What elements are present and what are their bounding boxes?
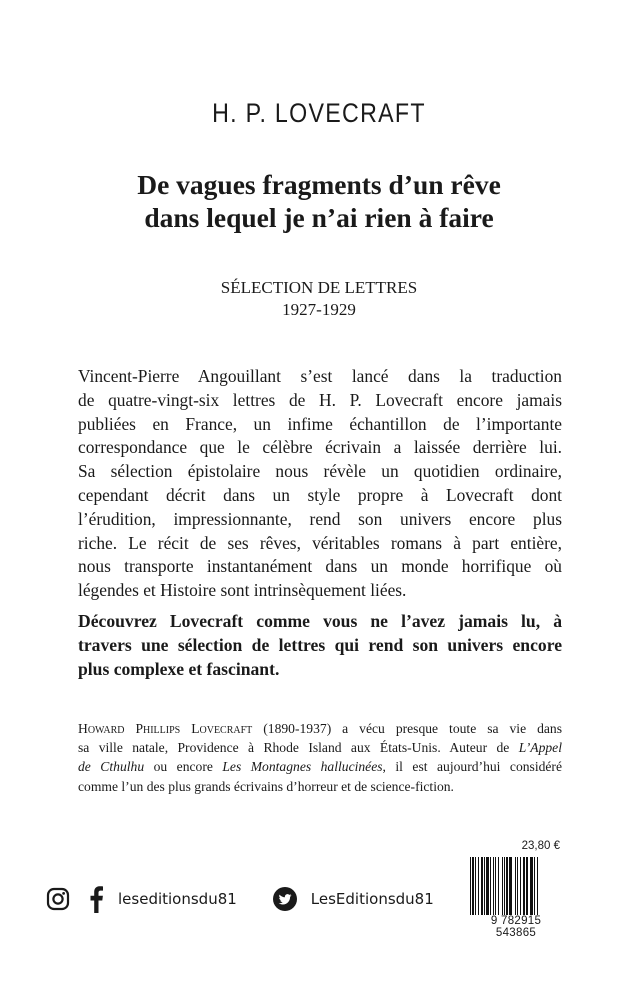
instagram-icon[interactable] — [46, 887, 70, 911]
subtitle-line: SÉLECTION DE LETTRES — [220, 278, 418, 297]
summary-line: nous transporte instantanément dans un monde horrifique où — [78, 556, 562, 577]
facebook-icon[interactable] — [88, 885, 104, 913]
book-reference: de Cthulhu — [78, 759, 145, 775]
summary-line: Sa sélection épistolaire nous révèle un quotidien ordinaire, — [78, 461, 562, 482]
facebook-handle[interactable]: leseditionsdu81 — [118, 890, 237, 908]
summary-line: publiées en France, un infime échantillon de l’importante — [78, 413, 562, 434]
isbn-barcode — [470, 855, 562, 939]
book-title-line: dans lequel je n’ai rien à faire — [144, 202, 494, 233]
bio-author-name: Howard Phillips Lovecraft — [78, 721, 253, 736]
summary-line: l’érudition, impressionnante, rend son univers encore plus — [78, 508, 562, 529]
summary-line: de quatre-vingt-six lettres de H. P. Lovecraft encore jamais — [78, 389, 562, 410]
bio-line — [78, 757, 562, 776]
price-label: 23,80 € — [521, 840, 560, 852]
author-name: H. P. LOVECRAFT — [212, 98, 426, 128]
subtitle-years: 1927-1929 — [282, 300, 356, 319]
twitter-handle[interactable]: LesEditionsdu81 — [310, 890, 434, 908]
book-reference: L’Appel — [518, 740, 562, 756]
book-subtitle — [0, 277, 638, 321]
summary-line: riche. Le récit de ses rêves, véritables romans à part entière, — [78, 532, 562, 553]
tagline-line: travers une sélection de lettres qui rend son univers encore — [78, 635, 562, 655]
bio-text: sa ville natale, Providence à Rhode Island aux États-Unis. Auteur de — [78, 740, 519, 756]
book-title-line: De vagues fragments d’un rêve — [137, 169, 501, 200]
barcode-bars — [470, 857, 562, 915]
bio-line — [78, 738, 562, 757]
summary-line: cependant décrit dans un style propre à Lovecraft dont — [78, 484, 562, 505]
bio-text: , il est aujourd’hui considéré — [382, 759, 562, 775]
tagline-paragraph — [78, 609, 562, 681]
barcode-gap — [538, 857, 539, 915]
tagline-line: plus complexe et fascinant. — [78, 659, 280, 679]
social-links — [46, 884, 434, 914]
book-title — [0, 168, 638, 234]
summary-line: légendes et Histoire sont intrinsèquement liées. — [78, 580, 407, 601]
bio-line: comme l’un des plus grands écrivains d’horreur et de science-fiction. — [78, 778, 454, 794]
bio-text: (1890-1937) a vécu presque toute sa vie dans — [252, 721, 562, 736]
tagline-line: Découvrez Lovecraft comme vous ne l’avez jamais lu, à — [78, 611, 562, 631]
isbn-digits: 9 782915 543865 — [490, 915, 542, 939]
summary-line: correspondance que le célèbre écrivain a laissée derrière lui. — [78, 437, 562, 458]
bio-text: ou encore — [144, 759, 223, 775]
summary-paragraph — [78, 365, 562, 603]
author-bio — [78, 719, 562, 796]
bio-line — [78, 719, 562, 738]
summary-line: Vincent-Pierre Angouillant s’est lancé dans la traduction — [78, 366, 562, 386]
twitter-icon[interactable] — [273, 887, 297, 911]
book-reference: Les Montagnes hallucinées — [222, 759, 383, 775]
